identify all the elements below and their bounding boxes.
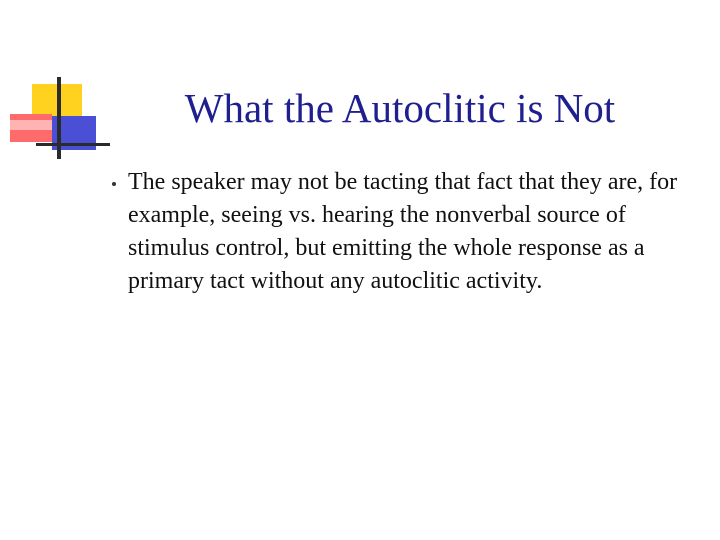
- bullet-icon: [112, 182, 116, 186]
- bullet-text: The speaker may not be tacting that fact that they are, for example, seeing vs. hearing the nonverbal source of stimulus control, but emitting the whole response as a primary tact without any autoclitic activity.: [128, 169, 678, 294]
- slide-title: What the Autoclitic is Not: [184, 85, 616, 131]
- bullet-item: [96, 166, 696, 298]
- slide-body: [96, 166, 696, 298]
- logo-pink-strip: [10, 120, 52, 130]
- logo-vertical-line: [57, 77, 61, 159]
- logo-horizontal-line: [36, 143, 110, 146]
- decorative-logo: [0, 0, 110, 170]
